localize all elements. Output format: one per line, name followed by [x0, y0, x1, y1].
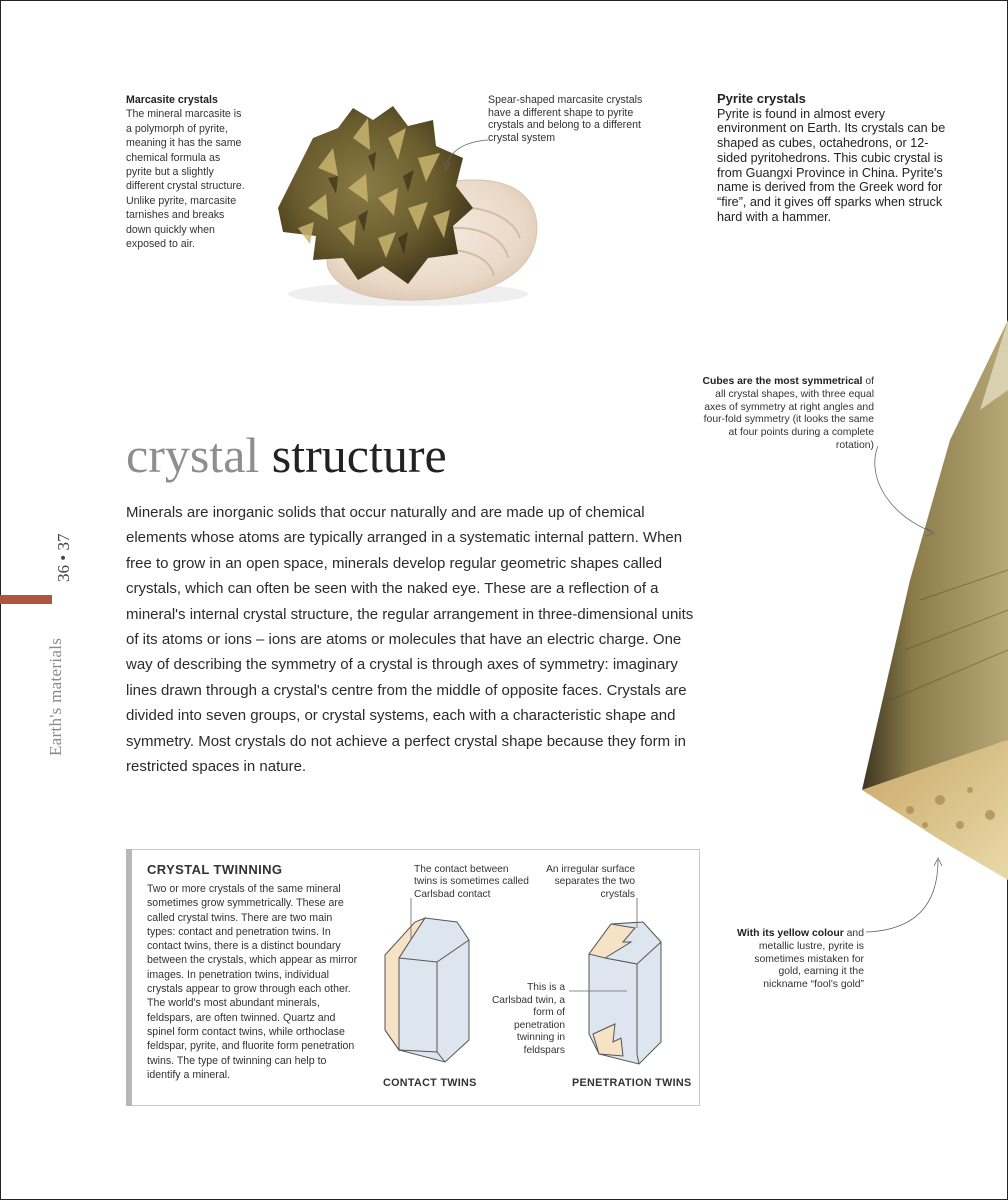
penetration-twins-label: PENETRATION TWINS	[572, 1077, 692, 1089]
twinning-leader-lines	[127, 850, 699, 1105]
irregular-surface-annotation: An irregular surface separates the two crystals	[546, 864, 635, 900]
crystal-twinning-panel	[126, 849, 700, 1106]
spear-shaped-annotation-strong: Spear-shaped	[488, 94, 555, 106]
cubes-annotation-strong: Cubes are the most symmetrical	[702, 376, 863, 387]
spear-shaped-annotation	[488, 94, 648, 144]
page-title-light: crystal	[126, 427, 260, 483]
intro-paragraph: Minerals are inorganic solids that occur naturally and are made up of chemical elements whose atoms are typically arranged in a systematic internal pattern. When free to grow in an open space, minerals develop regular geometric shapes called crystals, which can often be seen with the naked eye. These are a reflection of a mineral's internal crystal structure, the regular arrangement in three-dimensional units of its atoms or ions – ions are atoms or molecules that have an electric charge. One way of describing the symmetry of a crystal is through axes of symmetry: imaginary lines drawn through a crystal's centre from the middle of opposite faces. Crystals are divided into seven groups, or crystal systems, each with a characteristic shape and symmetry. Most crystals do not achieve a perfect crystal shape because they form in restricted spaces in nature.	[126, 504, 694, 776]
page-title	[126, 422, 447, 488]
cubes-annotation-rest: of all crystal shapes, with three equal axes of symmetry at right angles and four-fold symmetry (it looks the same at four points during a complete rotation)	[703, 376, 874, 451]
yellow-colour-annotation	[736, 928, 864, 992]
pyrite-caption-body: Pyrite is found in almost every environment on Earth. Its crystals can be shaped as cubes, octahedrons, or 12-sided pyritohedrons. This cubic crystal is from Guangxi Province in China. Pyrite's name is derived from the Greek word for “fire”, and it gives off sparks when struck hard with a hammer.	[717, 106, 946, 224]
marcasite-caption-title: Marcasite crystals	[126, 94, 218, 106]
page-title-dark: structure	[271, 427, 447, 483]
pyrite-caption-title: Pyrite crystals	[717, 91, 806, 106]
twinning-title: CRYSTAL TWINNING	[147, 862, 283, 877]
carlsbad-twin-annotation: This is a Carlsbad twin, a form of penetration twinning in feldspars	[491, 982, 565, 1056]
contact-twins-label: CONTACT TWINS	[383, 1077, 477, 1089]
marcasite-caption-body: The mineral marcasite is a polymorph of pyrite, meaning it has the same chemical formula as pyrite but a slightly different crystal structure. Unlike pyrite, marcasite tarnishes and breaks down quickly when exposed to air.	[126, 108, 245, 251]
carlsbad-contact-annotation: The contact between twins is sometimes called Carlsbad contact	[414, 864, 529, 900]
section-running-head: Earth's materials	[46, 637, 65, 756]
yellow-colour-annotation-strong: With its yellow colour	[737, 928, 844, 939]
pyrite-caption	[717, 92, 947, 224]
section-accent-bar	[0, 595, 52, 604]
yellow-colour-annotation-rest: and metallic lustre, pyrite is sometimes mistaken for gold, earning it the nickname “fool's gold”	[754, 928, 864, 991]
twinning-body: Two or more crystals of the same mineral sometimes grow symmetrically. These are called crystal twins. There are two main types: contact and penetration twins. In contact twins, there is a distinct boundary between the crystals, which appear as mirror images. In penetration twins, individual crystals appear to grow through each other. The world's most abundant minerals, feldspars, are often twinned. Quartz and spinel form contact twins, while orthoclase feldspar, pyrite, and fluorite form penetration twins. The type of twinning can help to identify a mineral.	[147, 883, 358, 1081]
page-numbers: 36 • 37	[54, 533, 73, 582]
spear-shaped-annotation-rest: marcasite crystals have a different shape to pyrite crystals and belong to a different crystal system	[488, 94, 643, 144]
marcasite-caption	[126, 93, 246, 251]
cubes-annotation	[700, 376, 874, 453]
